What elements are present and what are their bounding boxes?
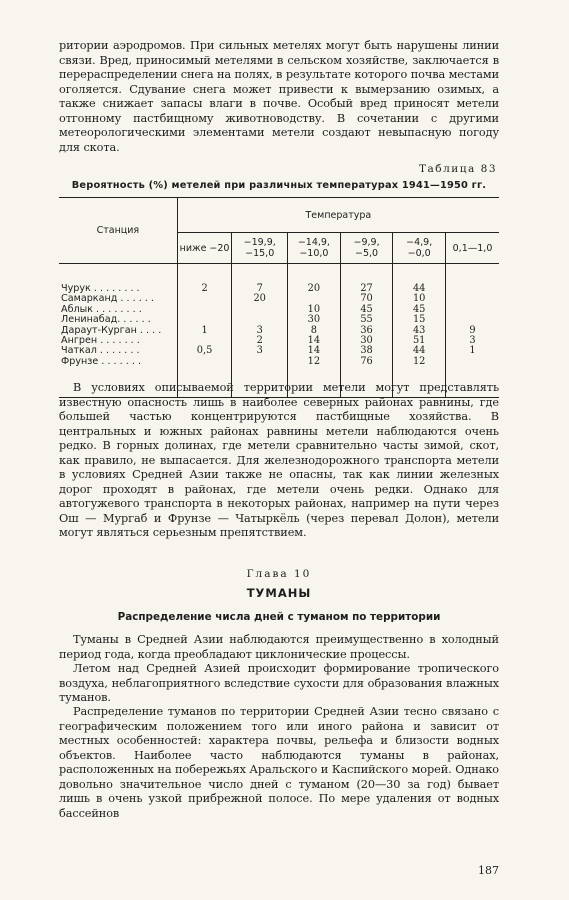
table-cell: 12: [393, 357, 446, 367]
station-name: Фрунзе . . . . . . .: [59, 357, 177, 367]
station-header: Станция: [59, 198, 177, 264]
table-cell: [177, 294, 232, 304]
table-cell: 27: [340, 284, 393, 294]
table-cell: [177, 305, 232, 315]
chapter-label: Глава 10: [246, 568, 312, 580]
table-cell: 10: [393, 294, 446, 304]
page-number: 187: [478, 864, 499, 877]
table-cell: 3: [232, 346, 288, 356]
table-cell: 2: [232, 336, 288, 346]
table-row: [59, 357, 499, 367]
table-cell: 38: [340, 346, 393, 356]
column-header: 0,1—1,0: [446, 233, 500, 264]
paragraph-middle: В условиях описываемой территории метели могут представлять известную опасность лишь в наиболее северных районах равнины, где большей частью концентрируются пастбищные хозяйства. В центральных и южных районах равнины метели наблюдаются очень редко. В горных долинах, где метели сравнительно часты зимой, скот, как правило, не выпасается. Для железнодорожного транспорта метели в условиях Средней Азии также не опасны, так как линии железных дорог проходят в районах, где метели очень редки. Однако для автогужевого транспорта в некоторых районах, например на пути через Ош — Мургаб и Фрунзе — Чатыркёль (через перевал Долон), метели могут являться серьезным препятствием.: [59, 381, 499, 539]
column-header: −9,9, −5,0: [340, 233, 393, 264]
column-header: −4,9, −0,0: [393, 233, 446, 264]
station-name: Аблык . . . . . . . .: [59, 305, 177, 315]
table-cell: 51: [393, 336, 446, 346]
column-header: −19,9, −15,0: [232, 233, 288, 264]
table-cell: 45: [393, 305, 446, 315]
table-cell: [232, 357, 288, 367]
station-name: Ангрен . . . . . . .: [59, 336, 177, 346]
table-caption: Вероятность (%) метелей при различных температурах 1941—1950 гг.: [71, 180, 487, 191]
table-cell: 7: [232, 284, 288, 294]
table-cell: [177, 357, 232, 367]
section-title: Распределение числа дней с туманом по территории: [117, 611, 441, 623]
station-name: Чурук . . . . . . . .: [59, 284, 177, 294]
table-cell: 44: [393, 346, 446, 356]
chapter-title: ТУМАНЫ: [246, 586, 312, 600]
table-cell: 43: [393, 326, 446, 336]
table-cell: [446, 357, 500, 367]
table-cell: 14: [288, 346, 341, 356]
table-cell: 55: [340, 315, 393, 325]
table-cell: 2: [177, 284, 232, 294]
table-cell: 0,5: [177, 346, 232, 356]
table-cell: 8: [288, 326, 341, 336]
table-cell: 44: [393, 284, 446, 294]
paragraph-fog-3: Распределение туманов по территории Средней Азии тесно связано с географическим положением того или иного района и зависит от местных особенностей: характера почвы, рельефа и близости водных объектов. Наиболее часто наблюдаются туманы в районах, расположенных на побережьях Аральского и Каспийского морей. Однако довольно значительное число дней с туманом (20—30 за год) бывает лишь в очень узкой прибрежной полосе. По мере удаления от водных бассейнов: [59, 705, 499, 820]
table-cell: 30: [340, 336, 393, 346]
table-cell: [446, 305, 500, 315]
table-cell: 70: [340, 294, 393, 304]
table-cell: 9: [469, 324, 476, 336]
table-cell: 10: [288, 305, 341, 315]
paragraph-top: ритории аэродромов. При сильных метелях могут быть нарушены линии связи. Вред, приносимый метелями в сельском хозяйстве, заключается в перераспределении снега на полях, в результате которого почва местами оголяется. Сдувание снега может привести к вымерзанию озимых, а также снижает запасы влаги в почве. Особый вред приносят метели отгонному пастбищному животноводству. В сочетании с другими метеорологическими элементами метели создают невыпасную погоду для скота.: [59, 39, 499, 154]
table-cell: 20: [288, 284, 341, 294]
table-cell: 14: [288, 336, 341, 346]
table-cell: 76: [340, 357, 393, 367]
paragraph-fog-1: Туманы в Средней Азии наблюдаются преимущественно в холодный период года, когда преобладают циклонические процессы.: [59, 633, 499, 661]
data-table: [59, 197, 499, 398]
table-header-row: [59, 198, 499, 233]
table-cell: 1: [177, 326, 232, 336]
column-header: ниже −20: [177, 233, 232, 264]
column-header: −14,9, −10,0: [288, 233, 341, 264]
paragraph-fog-2: Летом над Средней Азией происходит формирование тропического воздуха, неблагоприятного вследствие сухости для образования влажных туманов.: [59, 662, 499, 704]
station-name: Ленинабад. . . . . .: [59, 315, 177, 325]
table-cell: [446, 284, 500, 294]
table-cell: 30: [288, 315, 341, 325]
table-cell: [446, 294, 500, 304]
table-cell: 45: [340, 305, 393, 315]
table-cell: 3: [469, 335, 476, 347]
table-cell: [232, 305, 288, 315]
table-cell: 15: [393, 315, 446, 325]
temperature-header: Температура: [177, 198, 499, 233]
station-name: Чаткал . . . . . . .: [59, 346, 177, 356]
table-cell: 1: [469, 345, 476, 357]
station-name: Самарканд . . . . . .: [59, 294, 177, 304]
table-cell: 36: [340, 326, 393, 336]
station-name: Дараут-Курган . . . .: [59, 326, 177, 336]
table-number: Таблица 83: [419, 163, 497, 175]
table-cell: 20: [232, 294, 288, 304]
table-cell: 12: [288, 357, 341, 367]
table-cell: 3: [232, 326, 288, 336]
